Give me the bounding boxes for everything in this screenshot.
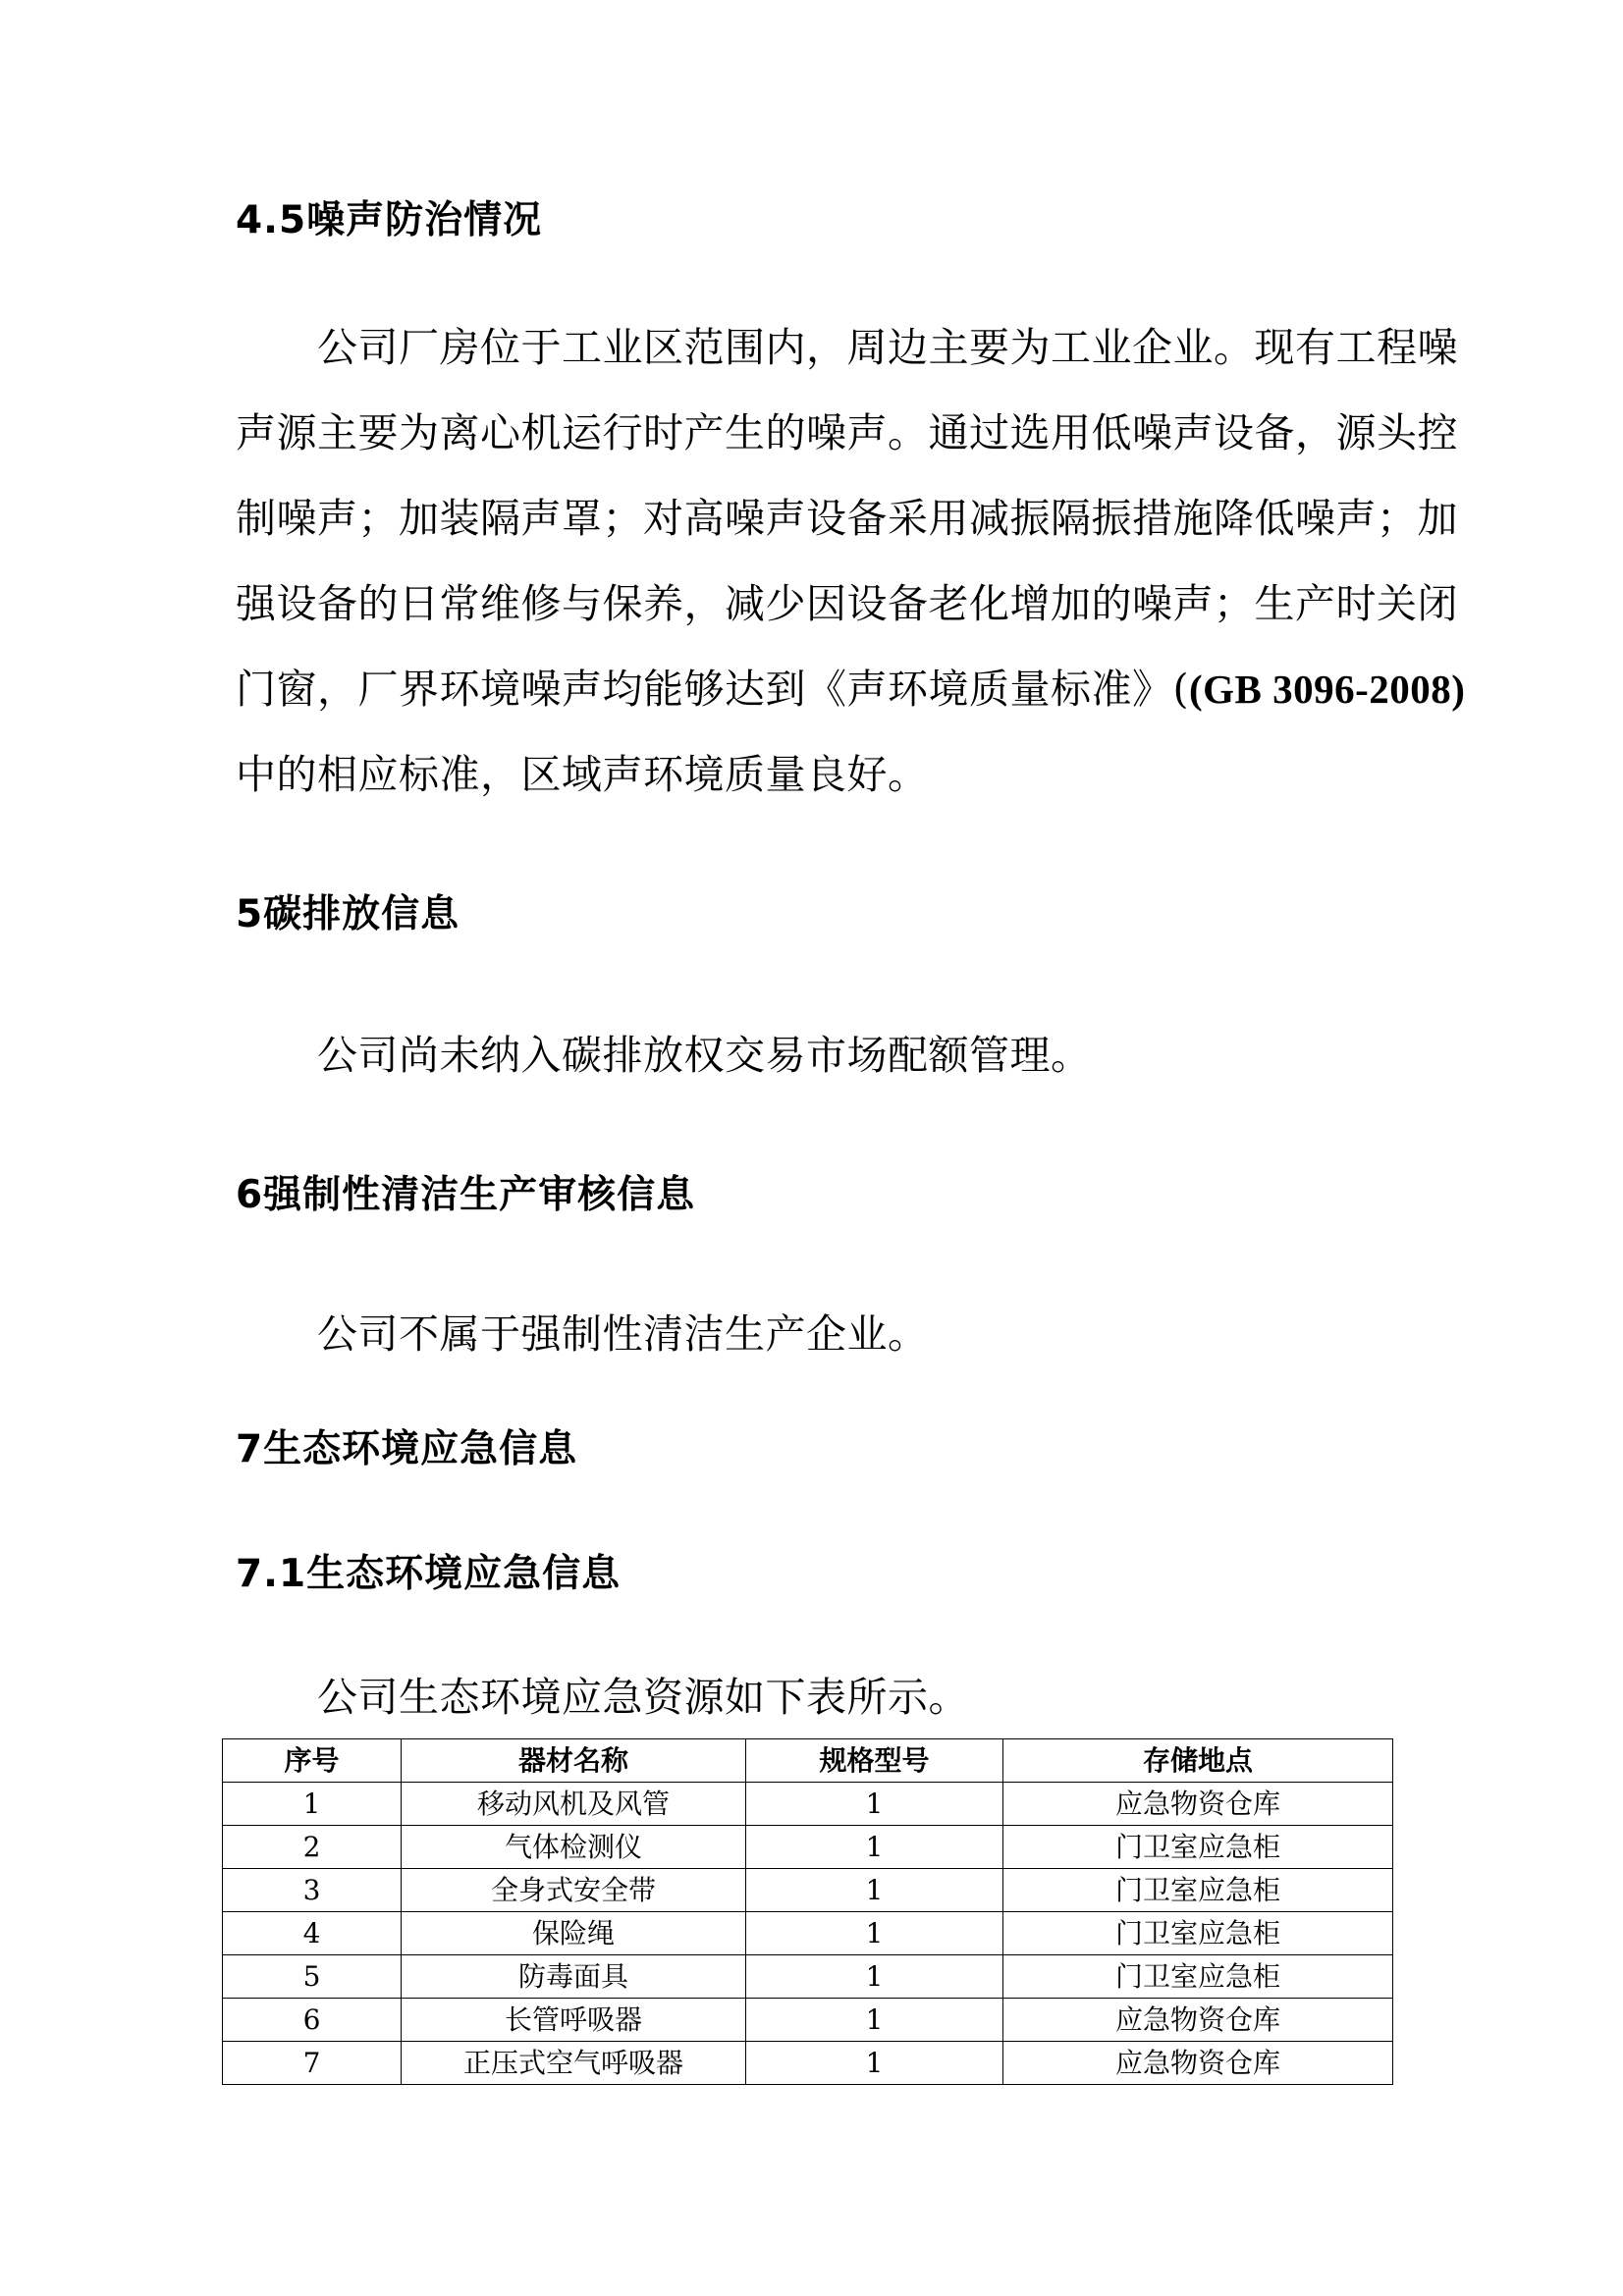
cell-spec-model: 1 [746, 2042, 1003, 2085]
table-row [223, 1955, 1393, 1999]
cell-spec-model: 1 [746, 1955, 1003, 1999]
table-row [223, 1999, 1393, 2042]
paragraph-line-3: 制噪声；加装隔声罩；对高噪声设备采用减振隔振措施降低噪声；加 [236, 495, 1458, 542]
cell-index: 1 [223, 1783, 402, 1826]
cell-spec-model: 1 [746, 1869, 1003, 1912]
table-header-row [223, 1739, 1393, 1783]
cell-storage-location: 应急物资仓库 [1003, 2042, 1393, 2085]
section-4-5-paragraph [236, 305, 1466, 818]
section-5-paragraph [236, 1013, 1375, 1098]
cell-index: 5 [223, 1955, 402, 1999]
section-7-1-paragraph [236, 1655, 1375, 1740]
table-row [223, 1869, 1393, 1912]
cell-index: 7 [223, 2042, 402, 2085]
section-7-heading: 7生态环境应急信息 [236, 1427, 578, 1471]
section-4-5-heading: 4.5噪声防治情况 [236, 198, 543, 242]
cell-spec-model: 1 [746, 1826, 1003, 1869]
paragraph-line-1: 公司厂房位于工业区范围内，周边主要为工业企业。现有工程噪 [317, 324, 1458, 371]
cell-index: 4 [223, 1912, 402, 1955]
cell-spec-model: 1 [746, 1999, 1003, 2042]
cell-storage-location: 门卫室应急柜 [1003, 1955, 1393, 1999]
cell-equipment-name: 正压式空气呼吸器 [402, 2042, 746, 2085]
paragraph-line-4: 强设备的日常维修与保养，减少因设备老化增加的噪声；生产时关闭 [236, 580, 1458, 627]
paragraph-line-5 [236, 647, 1466, 732]
section-5-heading: 5碳排放信息 [236, 892, 460, 936]
paragraph-line-6: 中的相应标准，区域声环境质量良好。 [236, 751, 929, 798]
section-7-1-heading: 7.1生态环境应急信息 [236, 1552, 622, 1596]
paragraph-line-5-text: 门窗，厂界环境噪声均能够达到《声环境质量标准》( [236, 666, 1189, 713]
header-storage-location: 存储地点 [1003, 1739, 1393, 1783]
emergency-resources-table-wrapper [222, 1738, 1392, 2085]
cell-equipment-name: 气体检测仪 [402, 1826, 746, 1869]
cell-storage-location: 门卫室应急柜 [1003, 1869, 1393, 1912]
standard-code: (GB 3096-2008) [1189, 667, 1466, 712]
header-index: 序号 [223, 1739, 402, 1783]
table-row [223, 1783, 1393, 1826]
section-6-text: 公司不属于强制性清洁生产企业。 [317, 1310, 929, 1358]
table-row [223, 1826, 1393, 1869]
cell-equipment-name: 防毒面具 [402, 1955, 746, 1999]
cell-storage-location: 门卫室应急柜 [1003, 1826, 1393, 1869]
cell-spec-model: 1 [746, 1912, 1003, 1955]
section-7-1-intro: 公司生态环境应急资源如下表所示。 [317, 1674, 969, 1721]
cell-equipment-name: 保险绳 [402, 1912, 746, 1955]
cell-spec-model: 1 [746, 1783, 1003, 1826]
cell-index: 6 [223, 1999, 402, 2042]
cell-equipment-name: 移动风机及风管 [402, 1783, 746, 1826]
cell-equipment-name: 全身式安全带 [402, 1869, 746, 1912]
header-equipment-name: 器材名称 [402, 1739, 746, 1783]
cell-storage-location: 门卫室应急柜 [1003, 1912, 1393, 1955]
cell-storage-location: 应急物资仓库 [1003, 1999, 1393, 2042]
cell-index: 2 [223, 1826, 402, 1869]
table-row [223, 2042, 1393, 2085]
emergency-resources-table [222, 1738, 1393, 2085]
table-row [223, 1912, 1393, 1955]
paragraph-line-2: 声源主要为离心机运行时产生的噪声。通过选用低噪声设备，源头控 [236, 409, 1458, 456]
section-5-text: 公司尚未纳入碳排放权交易市场配额管理。 [317, 1032, 1092, 1079]
header-spec-model: 规格型号 [746, 1739, 1003, 1783]
section-6-heading: 6强制性清洁生产审核信息 [236, 1173, 696, 1217]
cell-equipment-name: 长管呼吸器 [402, 1999, 746, 2042]
cell-storage-location: 应急物资仓库 [1003, 1783, 1393, 1826]
section-6-paragraph [236, 1292, 1375, 1377]
cell-index: 3 [223, 1869, 402, 1912]
